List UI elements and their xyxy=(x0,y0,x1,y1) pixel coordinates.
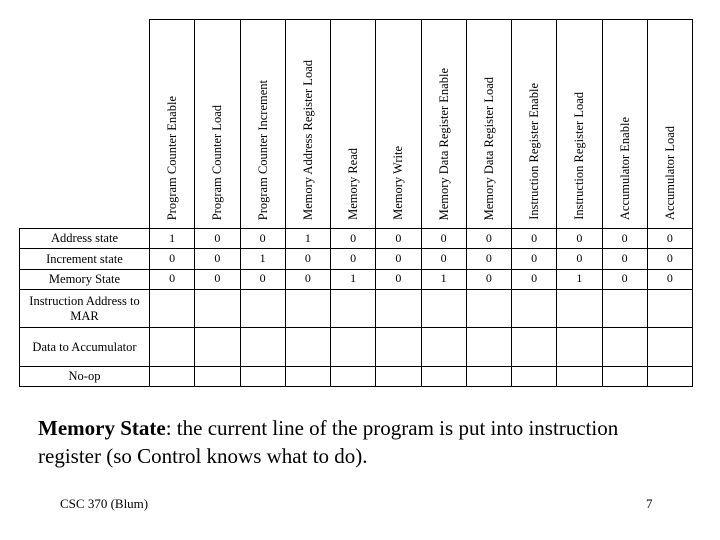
signal-cell: 0 xyxy=(240,269,285,289)
signal-cell xyxy=(512,328,557,366)
row-label: Increment state xyxy=(20,249,150,269)
signal-cell: 0 xyxy=(376,269,421,289)
signal-cell: 0 xyxy=(195,229,240,249)
row-label: Data to Accumulator xyxy=(20,328,150,366)
signal-cell: 0 xyxy=(557,229,602,249)
signal-cell xyxy=(647,290,692,328)
column-header: Instruction Register Load xyxy=(557,20,602,229)
signal-cell xyxy=(466,366,511,386)
signal-cell: 0 xyxy=(602,249,647,269)
table-row xyxy=(20,249,693,269)
signal-cell: 0 xyxy=(421,229,466,249)
table-row xyxy=(20,328,693,366)
table-row xyxy=(20,290,693,328)
signal-cell: 1 xyxy=(557,269,602,289)
signal-cell xyxy=(557,366,602,386)
signal-cell: 0 xyxy=(512,229,557,249)
signal-cell xyxy=(421,366,466,386)
signal-cell xyxy=(512,290,557,328)
signal-cell: 0 xyxy=(512,269,557,289)
signal-cell xyxy=(602,366,647,386)
column-header: Memory Data Register Load xyxy=(466,20,511,229)
table-body xyxy=(20,229,693,387)
signal-cell xyxy=(195,328,240,366)
signal-cell xyxy=(557,328,602,366)
column-header: Accumulator Enable xyxy=(602,20,647,229)
column-header: Program Counter Enable xyxy=(150,20,195,229)
signal-cell xyxy=(150,328,195,366)
signal-cell xyxy=(421,290,466,328)
signal-cell xyxy=(466,328,511,366)
signal-cell xyxy=(240,328,285,366)
signal-cell: 0 xyxy=(331,229,376,249)
signal-cell: 0 xyxy=(150,269,195,289)
signal-cell xyxy=(331,366,376,386)
column-header: Program Counter Increment xyxy=(240,20,285,229)
signal-cell: 0 xyxy=(195,269,240,289)
column-header: Instruction Register Enable xyxy=(512,20,557,229)
column-header: Accumulator Load xyxy=(647,20,692,229)
signal-cell: 0 xyxy=(602,229,647,249)
signal-cell xyxy=(195,366,240,386)
footer-course: CSC 370 (Blum) xyxy=(60,496,149,511)
table-row xyxy=(20,229,693,249)
signal-cell: 0 xyxy=(647,229,692,249)
row-label: No-op xyxy=(20,366,150,386)
column-header: Memory Write xyxy=(376,20,421,229)
row-label: Instruction Address to MAR xyxy=(20,290,150,328)
signal-cell: 0 xyxy=(195,249,240,269)
signal-cell: 0 xyxy=(376,249,421,269)
table-row xyxy=(20,366,693,386)
header-row xyxy=(20,20,693,229)
signal-cell: 0 xyxy=(602,269,647,289)
signal-cell xyxy=(240,290,285,328)
signal-cell: 0 xyxy=(240,229,285,249)
signal-cell xyxy=(602,290,647,328)
signal-cell: 1 xyxy=(150,229,195,249)
signal-cell xyxy=(557,290,602,328)
signal-cell: 0 xyxy=(376,229,421,249)
signal-cell: 0 xyxy=(647,249,692,269)
signal-cell xyxy=(285,366,330,386)
signal-cell: 0 xyxy=(150,249,195,269)
signal-cell: 0 xyxy=(557,249,602,269)
caption-text: : the current line of the program is put into instruction register (so Control knows what to do). xyxy=(38,416,619,468)
signal-cell: 1 xyxy=(240,249,285,269)
signal-cell: 1 xyxy=(285,229,330,249)
signal-cell xyxy=(285,328,330,366)
signal-cell xyxy=(331,328,376,366)
signal-cell: 0 xyxy=(647,269,692,289)
signal-cell xyxy=(376,290,421,328)
corner-cell xyxy=(20,20,150,229)
row-label: Address state xyxy=(20,229,150,249)
signal-cell: 0 xyxy=(466,249,511,269)
control-signal-table xyxy=(19,19,693,387)
signal-cell: 0 xyxy=(466,269,511,289)
signal-cell xyxy=(331,290,376,328)
signal-cell: 0 xyxy=(512,249,557,269)
column-header: Memory Address Register Load xyxy=(285,20,330,229)
signal-cell xyxy=(421,328,466,366)
signal-cell xyxy=(376,366,421,386)
signal-cell: 1 xyxy=(331,269,376,289)
table-row xyxy=(20,269,693,289)
signal-cell xyxy=(285,290,330,328)
caption-term: Memory State xyxy=(38,416,166,440)
column-header: Memory Data Register Enable xyxy=(421,20,466,229)
column-header: Program Counter Load xyxy=(195,20,240,229)
signal-cell: 0 xyxy=(285,269,330,289)
page-number: 7 xyxy=(646,496,653,511)
signal-cell: 0 xyxy=(285,249,330,269)
signal-cell xyxy=(150,366,195,386)
signal-cell xyxy=(195,290,240,328)
column-header: Memory Read xyxy=(331,20,376,229)
signal-cell: 1 xyxy=(421,269,466,289)
signal-cell xyxy=(602,328,647,366)
signal-cell: 0 xyxy=(331,249,376,269)
signal-cell xyxy=(466,290,511,328)
signal-cell xyxy=(150,290,195,328)
signal-cell: 0 xyxy=(421,249,466,269)
signal-cell xyxy=(376,328,421,366)
signal-cell xyxy=(512,366,557,386)
signal-cell: 0 xyxy=(466,229,511,249)
caption xyxy=(38,414,678,470)
row-label: Memory State xyxy=(20,269,150,289)
signal-cell xyxy=(240,366,285,386)
signal-cell xyxy=(647,328,692,366)
signal-cell xyxy=(647,366,692,386)
